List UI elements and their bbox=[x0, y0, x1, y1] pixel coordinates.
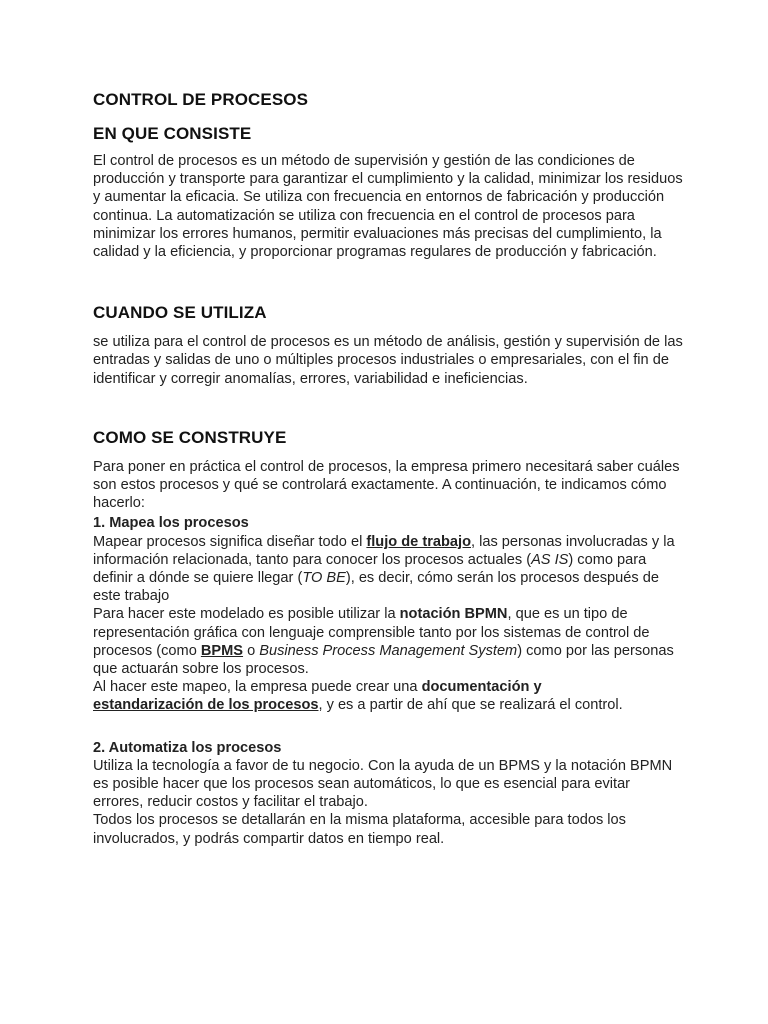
section-heading-como-se-construye: COMO SE CONSTRUYE bbox=[93, 427, 287, 447]
document-page bbox=[93, 90, 683, 848]
documentacion-term: documentación y bbox=[421, 679, 542, 696]
bpms-full-term: Business Process Management System bbox=[259, 642, 518, 659]
step2-paragraph-2: Todos los procesos se detallarán en la misma plataforma, accesible para todos los involucrados, y podrás compartir datos en tiempo real. bbox=[93, 812, 626, 847]
step1-title: 1. Mapea los procesos bbox=[93, 515, 249, 532]
bpms-link[interactable]: BPMS bbox=[200, 642, 244, 659]
document-title: CONTROL DE PROCESOS bbox=[93, 90, 309, 109]
step1-p3-text-a: Al hacer este mapeo, la empresa puede crear una bbox=[93, 679, 422, 696]
flujo-de-trabajo-link[interactable]: flujo de trabajo bbox=[366, 533, 471, 550]
section-body-en-que-consiste: El control de procesos es un método de supervisión y gestión de las condiciones de producción y transporte para garantizar el cumplimiento y la calidad, minimizar los residuos y aumentar la eficacia. Se utiliza con frecuencia en entornos de fabricación y producción continua. La automatización se utiliza con frecuencia en el control de procesos para minimizar los errores humanos, permitir evaluaciones más precisas del cumplimiento, la calidad y la eficiencia, y proporcionar programas regulares de producción y fabricación. bbox=[93, 153, 683, 261]
step1-p2-text-d: ) como por las personas que actuarán sobre los procesos. bbox=[93, 642, 674, 678]
step1-p2-text-b: , que es un tipo de representación gráfica con lenguaje comprensible tanto por los sistemas de control de procesos (como bbox=[93, 606, 650, 659]
to-be-term: TO BE bbox=[302, 570, 346, 587]
as-is-term: AS IS bbox=[531, 551, 569, 568]
section-heading-cuando-se-utiliza: CUANDO SE UTILIZA bbox=[93, 303, 267, 323]
step1-p2-text-c: o bbox=[243, 642, 260, 659]
step1-p1-text-a: Mapear procesos significa diseñar todo el bbox=[93, 533, 367, 550]
step2-title: 2. Automatiza los procesos bbox=[93, 739, 282, 756]
section-body-cuando-se-utiliza: se utiliza para el control de procesos es un método de análisis, gestión y supervisión de las entradas y salidas de uno o múltiples procesos industriales o empresariales, con el fin de identificar y corregir anomalías, errores, variabilidad e ineficiencias. bbox=[93, 334, 683, 387]
step1-p2-text-a: Para hacer este modelado es posible utilizar la bbox=[93, 606, 400, 623]
section-intro-como-se-construye: Para poner en práctica el control de procesos, la empresa primero necesitará saber cuáles son estos procesos y qué se controlará exactamente. A continuación, te indicamos cómo hacerlo: bbox=[93, 458, 680, 512]
estandarizacion-link[interactable]: estandarización de los procesos bbox=[93, 697, 319, 714]
step1-paragraph-3 bbox=[93, 678, 683, 714]
step1-paragraph-1 bbox=[93, 533, 683, 606]
step1-p1-text-d: ), es decir, cómo serán los procesos después de este trabajo bbox=[93, 570, 659, 605]
step1-paragraph-2 bbox=[93, 605, 683, 678]
step1-p1-text-c: ) como para definir a dónde se quiere llegar ( bbox=[93, 551, 647, 587]
notacion-bpmn-term: notación BPMN bbox=[399, 606, 508, 623]
step1-p1-text-b: , las personas involucradas y la información relacionada, tanto para conocer los procesos actuales ( bbox=[93, 533, 675, 568]
section-heading-en-que-consiste: EN QUE CONSISTE bbox=[93, 124, 252, 143]
step1-p3-text-b: , y es a partir de ahí que se realizará el control. bbox=[318, 697, 623, 714]
step2-paragraph-1: Utiliza la tecnología a favor de tu negocio. Con la ayuda de un BPMS y la notación BPMN es posible hacer que los procesos sean automáticos, lo que es esencial para evitar errores, reducir costos y facilitar el trabajo. bbox=[93, 757, 673, 811]
